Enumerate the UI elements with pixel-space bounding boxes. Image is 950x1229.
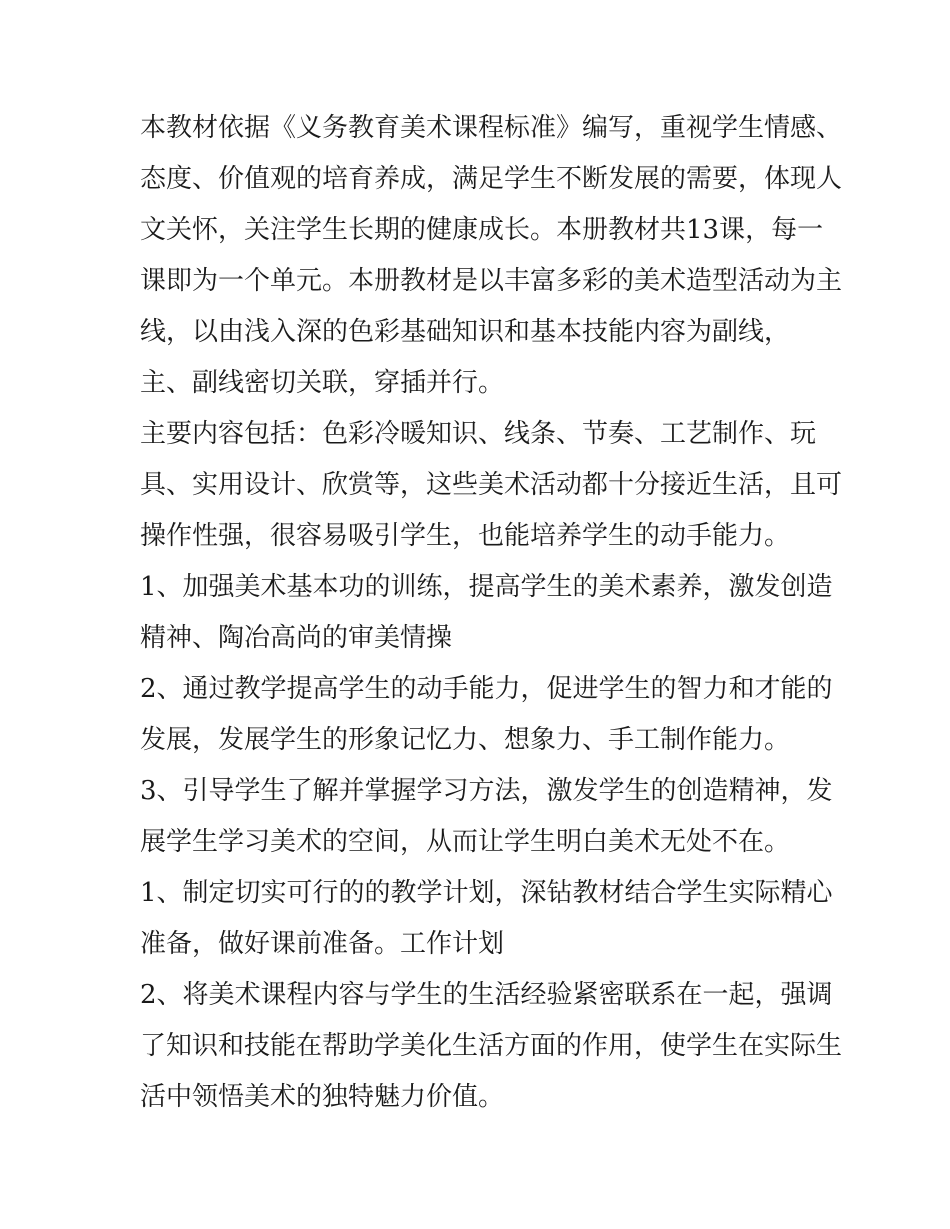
text-line: 发展，发展学生的形象记忆力、想象力、手工制作能力。 (140, 725, 791, 755)
text-line: 准备，做好课前准备。工作计划 (140, 929, 505, 959)
text-line: 2、通过教学提高学生的动手能力，促进学生的智力和才能的 (140, 674, 833, 704)
text-line: 2、将美术课程内容与学生的生活经验紧密联系在一起，强调 (140, 980, 833, 1010)
text-line: 活中领悟美术的独特魅力价值。 (140, 1082, 505, 1112)
text-line: 了知识和技能在帮助学美化生活方面的作用，使学生在实际生 (140, 1031, 843, 1061)
text-line: 3、引导学生了解并掌握学习方法，激发学生的创造精神，发 (140, 776, 833, 806)
text-line: 课即为一个单元。本册教材是以丰富多彩的美术造型活动为主 (140, 266, 843, 296)
text-line: 态度、价值观的培育养成，满足学生不断发展的需要，体现人 (140, 164, 843, 194)
text-line: 主、副线密切关联，穿插并行。 (140, 368, 505, 398)
text-line: 精神、陶冶高尚的审美情操 (140, 623, 453, 653)
text-line: 本教材依据《义务教育美术课程标准》编写，重视学生情感、 (140, 113, 843, 143)
text-line: 线，以由浅入深的色彩基础知识和基本技能内容为副线， (140, 317, 791, 347)
document-body (140, 103, 843, 1123)
text-line: 1、加强美术基本功的训练，提高学生的美术素养，激发创造 (140, 572, 833, 602)
text-line: 1、制定切实可行的的教学计划，深钻教材结合学生实际精心 (140, 878, 833, 908)
text-line: 主要内容包括：色彩冷暖知识、线条、节奏、工艺制作、玩 (140, 419, 817, 449)
text-line: 操作性强，很容易吸引学生，也能培养学生的动手能力。 (140, 521, 791, 551)
text-line: 展学生学习美术的空间，从而让学生明白美术无处不在。 (140, 827, 791, 857)
text-line: 具、实用设计、欣赏等，这些美术活动都十分接近生活，且可 (140, 470, 843, 500)
text-line: 文关怀，关注学生长期的健康成长。本册教材共13课，每一 (140, 215, 824, 245)
